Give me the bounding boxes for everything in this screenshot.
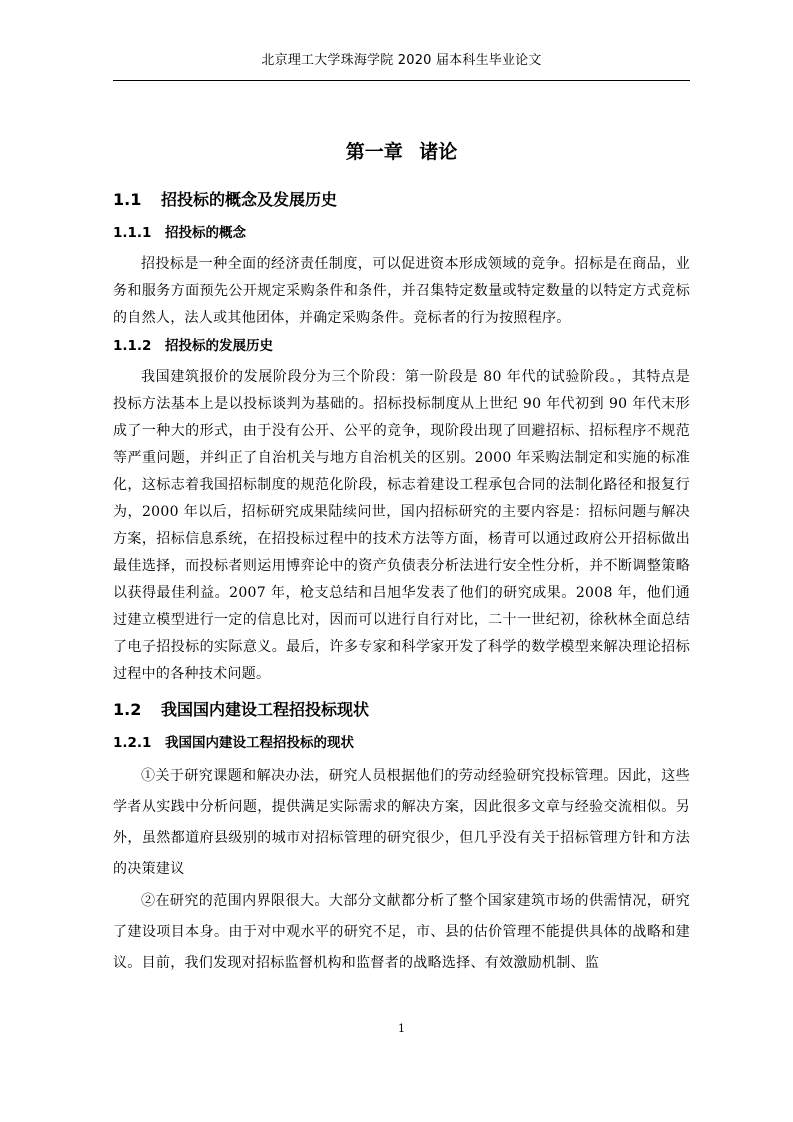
subsection-heading-1-1-1 <box>113 223 690 243</box>
paragraph-status-2: ②在研究的范围内界限很大。大部分文献都分析了整个国家建筑市场的供需情况，研究了建设项目本身。由于对中观水平的研究不足，市、县的估价管理不能提供具体的战略和建议。目前，我们发现对招标监督机构和监督者的战略选择、有效激励机制、监 <box>113 893 690 971</box>
section-number: 1.2 <box>113 700 142 719</box>
paragraph-concept: 招投标是一种全面的经济责任制度，可以促进资本形成领域的竞争。招标是在商品，业务和服务方面预先公开规定采购条件和条件，并召集特定数量或特定数量的以特定方式竞标的自然人，法人或其他团体，并确定采购条件。竞标者的行为按照程序。 <box>113 256 690 326</box>
subsection-number: 1.1.1 <box>113 225 152 241</box>
paragraph-history: 我国建筑报价的发展阶段分为三个阶段：第一阶段是 80 年代的试验阶段。，其特点是投标方法基本上是以投标谈判为基础的。招标投标制度从上世纪 90 年代初到 90 年代末形成了一种大的形式，由于没有公开、公平的竞争，现阶段出现了回避招标、招标程序不规范等严重问题，并纠正了自治机关与地方自治机关的区别。2000 年采购法制定和实施的标准化，这标志着我国招标制度的规范化阶段，标志着建设工程承包合同的法制化路径和报复行为，2000 年以后，招标研究成果陆续问世，国内招标研究的主要内容是：招标问题与解决方案，招标信息系统，在招投标过程中的技术方法等方面，杨青可以通过政府公开招标做出最佳选择，而投标者则运用博弈论中的资产负债表分析法进行安全性分析，并不断调整策略以获得最佳利益。2007 年，枪支总结和吕旭华发表了他们的研究成果。2008 年，他们通过建立模型进行一定的信息比对，因而可以进行自行对比，二十一世纪初，徐秋林全面总结了电子招投标的实际意义。最后，许多专家和科学家开发了科学的数学模型来解决理论招标过程中的各种技术问题。 <box>113 369 690 682</box>
subsection-heading-1-2-1 <box>113 733 690 753</box>
subsection-title: 我国国内建设工程招投标的现状 <box>165 735 354 751</box>
section-number: 1.1 <box>113 190 142 209</box>
section-title: 我国国内建设工程招投标现状 <box>161 700 370 719</box>
running-header: 北京理工大学珠海学院 2020 届本科生毕业论文 <box>261 53 542 68</box>
subsection-number: 1.1.2 <box>113 338 152 354</box>
subsection-title: 招投标的概念 <box>165 225 246 241</box>
subsection-title: 招投标的发展历史 <box>165 338 273 354</box>
paragraph-status-1: ①关于研究课题和解决办法，研究人员根据他们的劳动经验研究投标管理。因此，这些学者从实践中分析问题，提供满足实际需求的解决方案，因此很多文章与经验交流相似。另外，虽然都道府县级别的城市对招标管理的研究很少，但几乎没有关于招标管理方针和方法的决策建议 <box>113 768 690 877</box>
section-title: 招投标的概念及发展历史 <box>161 190 338 209</box>
chapter-title: 第一章 诸论 <box>345 141 458 163</box>
header-rule <box>113 80 690 81</box>
page-body <box>113 136 690 980</box>
section-heading-1-2 <box>113 698 690 722</box>
subsection-heading-1-1-2 <box>113 336 690 356</box>
page-number: 1 <box>398 1022 405 1035</box>
section-heading-1-1 <box>113 188 690 212</box>
subsection-number: 1.2.1 <box>113 735 152 751</box>
